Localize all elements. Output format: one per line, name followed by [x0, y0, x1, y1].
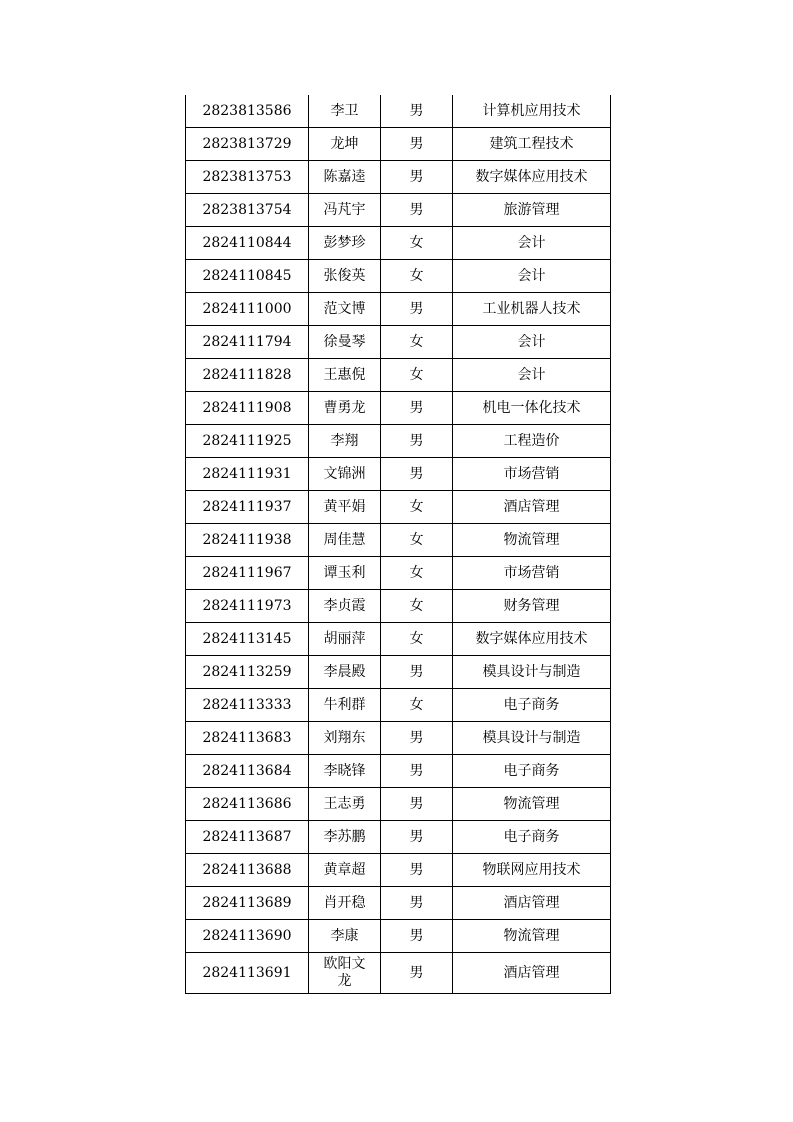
table-row: [186, 953, 611, 994]
table-row: [186, 293, 611, 326]
student-name-cell: 黄章超: [309, 854, 381, 887]
roster-body: [186, 95, 611, 994]
table-row: [186, 755, 611, 788]
table-row: [186, 425, 611, 458]
table-row: [186, 557, 611, 590]
student-name-cell: 曹勇龙: [309, 392, 381, 425]
gender-cell: 男: [381, 920, 453, 953]
student-id-cell: 2824111931: [186, 458, 309, 491]
major-cell: 会计: [453, 260, 611, 293]
gender-cell: 女: [381, 590, 453, 623]
major-cell: 会计: [453, 326, 611, 359]
major-cell: 建筑工程技术: [453, 128, 611, 161]
gender-cell: 男: [381, 194, 453, 227]
student-name-cell: 李晨殿: [309, 656, 381, 689]
student-name-cell: 冯芃宇: [309, 194, 381, 227]
student-name-cell: 李贞霞: [309, 590, 381, 623]
table-row: [186, 491, 611, 524]
major-cell: 数字媒体应用技术: [453, 623, 611, 656]
student-name-cell: 欧阳文龙: [309, 953, 381, 994]
major-cell: 酒店管理: [453, 887, 611, 920]
student-name-cell: 李晓锋: [309, 755, 381, 788]
student-name-cell: 肖开稳: [309, 887, 381, 920]
student-id-cell: 2823813754: [186, 194, 309, 227]
table-row: [186, 590, 611, 623]
table-row: [186, 326, 611, 359]
gender-cell: 男: [381, 425, 453, 458]
major-cell: 会计: [453, 227, 611, 260]
gender-cell: 女: [381, 227, 453, 260]
major-cell: 模具设计与制造: [453, 656, 611, 689]
table-row: [186, 524, 611, 557]
major-cell: 会计: [453, 359, 611, 392]
major-cell: 酒店管理: [453, 491, 611, 524]
student-id-cell: 2824113688: [186, 854, 309, 887]
major-cell: 工程造价: [453, 425, 611, 458]
student-id-cell: 2824113689: [186, 887, 309, 920]
student-name-cell: 王惠倪: [309, 359, 381, 392]
gender-cell: 男: [381, 128, 453, 161]
student-id-cell: 2824111794: [186, 326, 309, 359]
student-id-cell: 2824113683: [186, 722, 309, 755]
gender-cell: 男: [381, 656, 453, 689]
student-name-cell: 张俊英: [309, 260, 381, 293]
major-cell: 旅游管理: [453, 194, 611, 227]
student-name-cell: 范文博: [309, 293, 381, 326]
table-row: [186, 689, 611, 722]
major-cell: 数字媒体应用技术: [453, 161, 611, 194]
student-id-cell: 2824113333: [186, 689, 309, 722]
gender-cell: 男: [381, 392, 453, 425]
student-id-cell: 2824111925: [186, 425, 309, 458]
student-name-cell: 李卫: [309, 95, 381, 128]
table-row: [186, 260, 611, 293]
major-cell: 电子商务: [453, 821, 611, 854]
student-name-cell: 徐曼琴: [309, 326, 381, 359]
gender-cell: 男: [381, 161, 453, 194]
major-cell: 工业机器人技术: [453, 293, 611, 326]
student-name-cell: 周佳慧: [309, 524, 381, 557]
table-row: [186, 887, 611, 920]
table-row: [186, 95, 611, 128]
student-name-cell: 文锦洲: [309, 458, 381, 491]
table-row: [186, 854, 611, 887]
student-id-cell: 2824113684: [186, 755, 309, 788]
gender-cell: 男: [381, 821, 453, 854]
major-cell: 市场营销: [453, 458, 611, 491]
table-row: [186, 656, 611, 689]
student-id-cell: 2823813729: [186, 128, 309, 161]
student-roster-table: [185, 95, 611, 994]
gender-cell: 男: [381, 293, 453, 326]
gender-cell: 女: [381, 689, 453, 722]
major-cell: 物流管理: [453, 788, 611, 821]
major-cell: 机电一体化技术: [453, 392, 611, 425]
student-id-cell: 2824111828: [186, 359, 309, 392]
table-row: [186, 458, 611, 491]
student-id-cell: 2824111938: [186, 524, 309, 557]
gender-cell: 女: [381, 260, 453, 293]
table-row: [186, 392, 611, 425]
student-id-cell: 2824113145: [186, 623, 309, 656]
table-row: [186, 227, 611, 260]
gender-cell: 女: [381, 359, 453, 392]
student-name-cell: 王志勇: [309, 788, 381, 821]
student-id-cell: 2824110844: [186, 227, 309, 260]
major-cell: 模具设计与制造: [453, 722, 611, 755]
student-name-cell: 陈嘉逵: [309, 161, 381, 194]
gender-cell: 男: [381, 95, 453, 128]
table-row: [186, 920, 611, 953]
gender-cell: 女: [381, 491, 453, 524]
major-cell: 酒店管理: [453, 953, 611, 994]
student-id-cell: 2824113686: [186, 788, 309, 821]
major-cell: 物联网应用技术: [453, 854, 611, 887]
student-name-cell: 李翔: [309, 425, 381, 458]
table-row: [186, 161, 611, 194]
student-name-cell: 黄平娟: [309, 491, 381, 524]
table-row: [186, 821, 611, 854]
gender-cell: 男: [381, 887, 453, 920]
student-id-cell: 2824113691: [186, 953, 309, 994]
table-row: [186, 788, 611, 821]
gender-cell: 男: [381, 854, 453, 887]
table-row: [186, 194, 611, 227]
student-name-cell: 李苏鹏: [309, 821, 381, 854]
major-cell: 电子商务: [453, 689, 611, 722]
gender-cell: 女: [381, 557, 453, 590]
student-id-cell: 2824113687: [186, 821, 309, 854]
gender-cell: 男: [381, 458, 453, 491]
student-name-cell: 牛利群: [309, 689, 381, 722]
student-id-cell: 2824111967: [186, 557, 309, 590]
student-id-cell: 2824110845: [186, 260, 309, 293]
student-name-cell: 刘翔东: [309, 722, 381, 755]
student-name-cell: 谭玉利: [309, 557, 381, 590]
major-cell: 物流管理: [453, 920, 611, 953]
major-cell: 财务管理: [453, 590, 611, 623]
student-id-cell: 2824111908: [186, 392, 309, 425]
major-cell: 电子商务: [453, 755, 611, 788]
student-name-cell: 龙坤: [309, 128, 381, 161]
student-id-cell: 2824111000: [186, 293, 309, 326]
major-cell: 物流管理: [453, 524, 611, 557]
table-row: [186, 722, 611, 755]
table-row: [186, 623, 611, 656]
gender-cell: 男: [381, 788, 453, 821]
gender-cell: 男: [381, 722, 453, 755]
table-row: [186, 359, 611, 392]
student-id-cell: 2824111973: [186, 590, 309, 623]
table-row: [186, 128, 611, 161]
student-id-cell: 2824113690: [186, 920, 309, 953]
gender-cell: 女: [381, 326, 453, 359]
student-id-cell: 2824111937: [186, 491, 309, 524]
student-id-cell: 2824113259: [186, 656, 309, 689]
gender-cell: 男: [381, 953, 453, 994]
gender-cell: 女: [381, 623, 453, 656]
student-name-cell: 李康: [309, 920, 381, 953]
student-id-cell: 2823813586: [186, 95, 309, 128]
student-name-cell: 胡丽萍: [309, 623, 381, 656]
major-cell: 市场营销: [453, 557, 611, 590]
gender-cell: 男: [381, 755, 453, 788]
student-id-cell: 2823813753: [186, 161, 309, 194]
major-cell: 计算机应用技术: [453, 95, 611, 128]
student-name-cell: 彭梦珍: [309, 227, 381, 260]
gender-cell: 女: [381, 524, 453, 557]
